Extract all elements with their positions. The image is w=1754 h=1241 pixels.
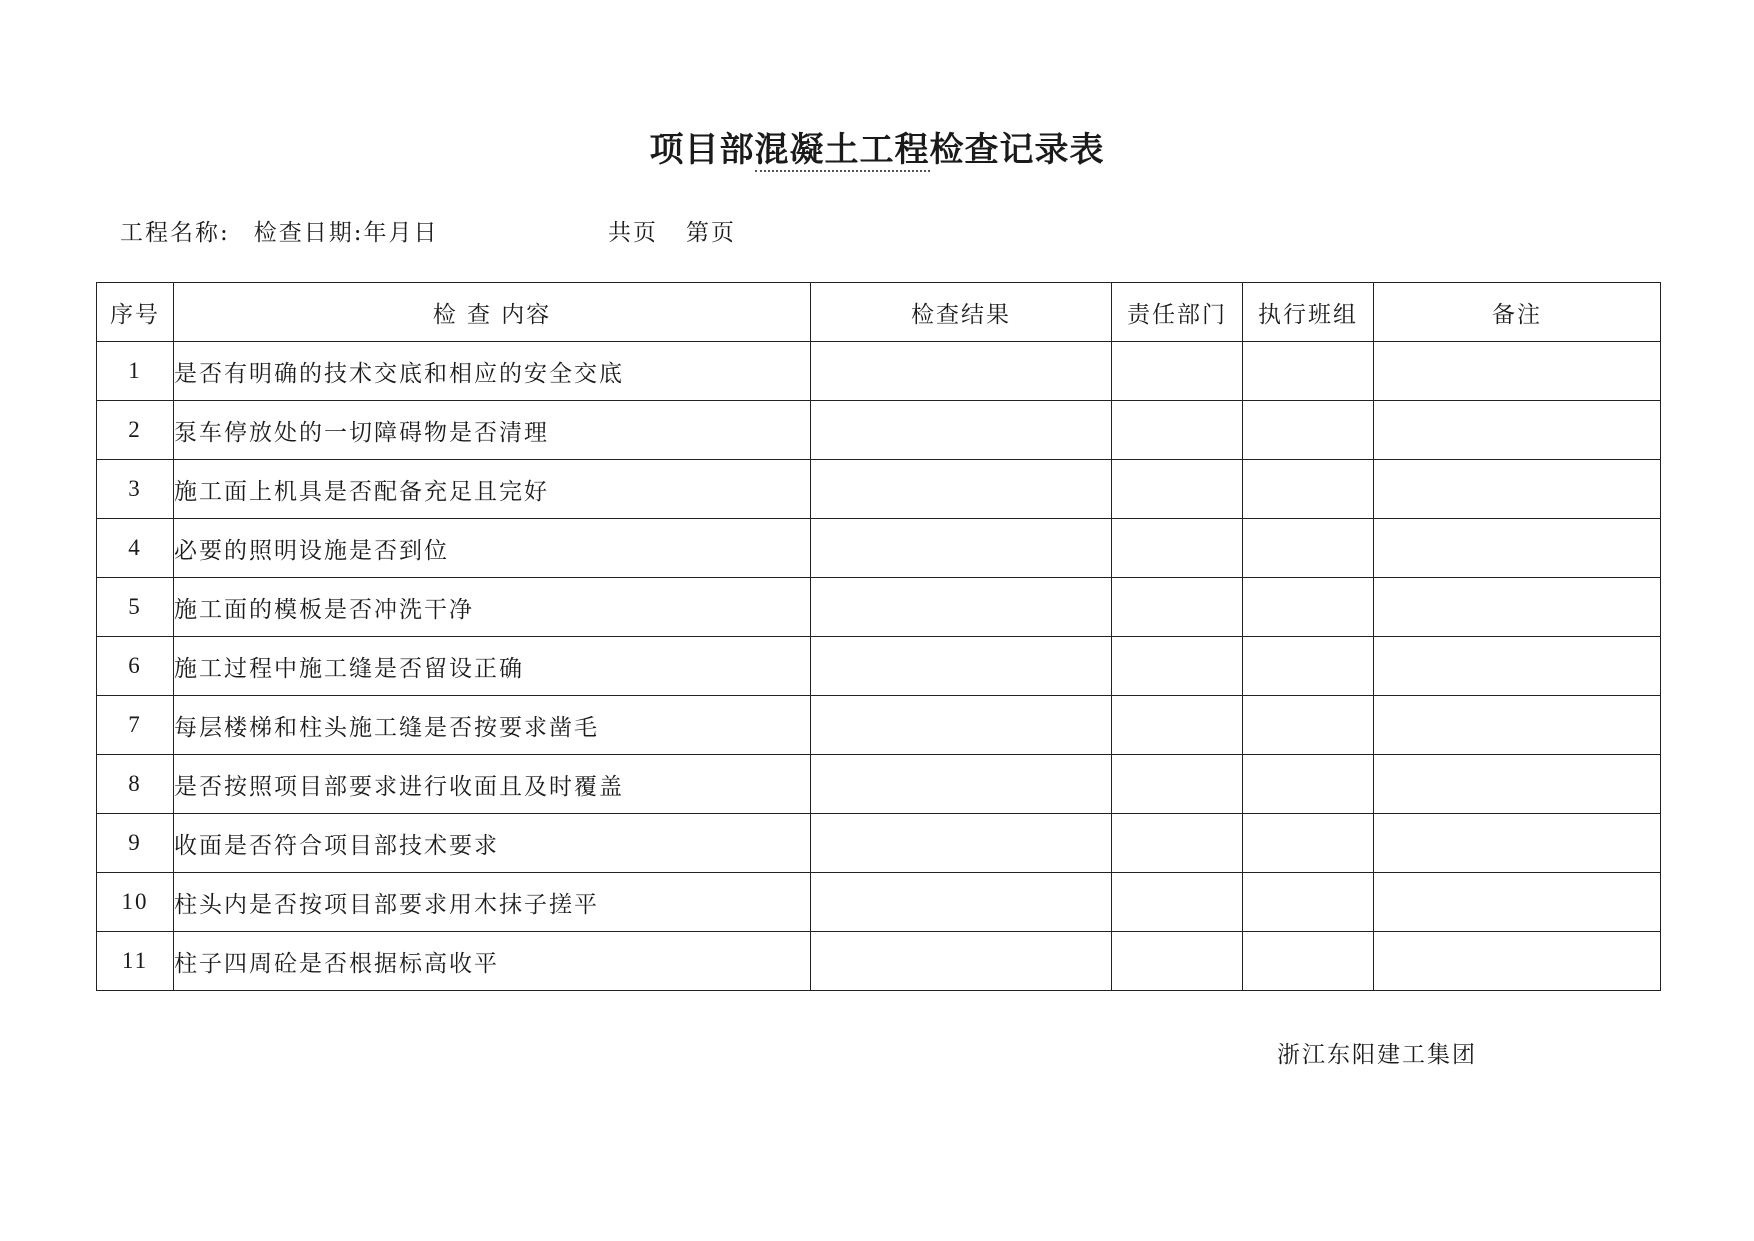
header-dept: 责任部门 [1112,283,1243,342]
project-name-label: 工程名称: [120,220,230,246]
team-cell[interactable] [1243,932,1374,991]
team-cell[interactable] [1243,460,1374,519]
dept-cell[interactable] [1112,637,1243,696]
dept-cell[interactable] [1112,873,1243,932]
row-content: 每层楼梯和柱头施工缝是否按要求凿毛 [174,696,811,755]
form-meta-left [120,218,439,248]
row-number: 5 [97,578,174,637]
row-number: 8 [97,755,174,814]
remark-cell[interactable] [1374,578,1661,637]
row-number: 11 [97,932,174,991]
remark-cell[interactable] [1374,873,1661,932]
table-row [97,401,1661,460]
remark-cell[interactable] [1374,755,1661,814]
title-part-1: 项目部 [649,130,755,170]
row-content: 是否有明确的技术交底和相应的安全交底 [174,342,811,401]
dept-cell[interactable] [1112,755,1243,814]
result-cell[interactable] [811,519,1112,578]
row-content: 收面是否符合项目部技术要求 [174,814,811,873]
row-content: 施工过程中施工缝是否留设正确 [174,637,811,696]
row-number: 1 [97,342,174,401]
team-cell[interactable] [1243,755,1374,814]
team-cell[interactable] [1243,873,1374,932]
row-number: 3 [97,460,174,519]
result-cell[interactable] [811,342,1112,401]
table-row [97,342,1661,401]
dept-cell[interactable] [1112,519,1243,578]
row-content: 施工面上机具是否配备充足且完好 [174,460,811,519]
dept-cell[interactable] [1112,696,1243,755]
header-result: 检查结果 [811,283,1112,342]
dept-cell[interactable] [1112,342,1243,401]
inspection-table [96,282,1661,991]
row-content: 柱子四周砼是否根据标高收平 [174,932,811,991]
header-team: 执行班组 [1243,283,1374,342]
team-cell[interactable] [1243,814,1374,873]
check-date-units: 年月日 [363,220,439,246]
result-cell[interactable] [811,696,1112,755]
result-cell[interactable] [811,578,1112,637]
row-number: 9 [97,814,174,873]
header-content: 检 查 内容 [174,283,811,342]
remark-cell[interactable] [1374,342,1661,401]
remark-cell[interactable] [1374,637,1661,696]
dept-cell[interactable] [1112,932,1243,991]
row-number: 10 [97,873,174,932]
team-cell[interactable] [1243,696,1374,755]
dept-cell[interactable] [1112,814,1243,873]
row-number: 2 [97,401,174,460]
table-row [97,578,1661,637]
result-cell[interactable] [811,401,1112,460]
team-cell[interactable] [1243,342,1374,401]
table-row [97,696,1661,755]
remark-cell[interactable] [1374,814,1661,873]
table-row [97,460,1661,519]
result-cell[interactable] [811,814,1112,873]
table-header-row [97,283,1661,342]
table-row [97,814,1661,873]
form-meta-right [608,218,736,248]
table-row [97,873,1661,932]
team-cell[interactable] [1243,578,1374,637]
header-no: 序号 [97,283,174,342]
dept-cell[interactable] [1112,460,1243,519]
row-content: 是否按照项目部要求进行收面且及时覆盖 [174,755,811,814]
row-content: 泵车停放处的一切障碍物是否清理 [174,401,811,460]
result-cell[interactable] [811,932,1112,991]
page-title [0,128,1754,172]
title-part-2: 混凝土工程 [754,130,930,170]
dept-cell[interactable] [1112,578,1243,637]
total-pages-label: 共页 [608,220,658,246]
header-remark: 备注 [1374,283,1661,342]
team-cell[interactable] [1243,519,1374,578]
table-row [97,637,1661,696]
row-content: 必要的照明设施是否到位 [174,519,811,578]
row-number: 6 [97,637,174,696]
page-number-label: 第页 [686,220,736,246]
remark-cell[interactable] [1374,460,1661,519]
row-content: 施工面的模板是否冲洗干净 [174,578,811,637]
row-number: 4 [97,519,174,578]
row-content: 柱头内是否按项目部要求用木抹子搓平 [174,873,811,932]
table-row [97,519,1661,578]
result-cell[interactable] [811,755,1112,814]
dept-cell[interactable] [1112,401,1243,460]
team-cell[interactable] [1243,637,1374,696]
result-cell[interactable] [811,873,1112,932]
table-row [97,932,1661,991]
result-cell[interactable] [811,637,1112,696]
remark-cell[interactable] [1374,519,1661,578]
row-number: 7 [97,696,174,755]
check-date-label: 检查日期: [253,220,364,246]
remark-cell[interactable] [1374,401,1661,460]
result-cell[interactable] [811,460,1112,519]
team-cell[interactable] [1243,401,1374,460]
title-part-3: 检查记录表 [929,130,1105,170]
remark-cell[interactable] [1374,696,1661,755]
company-footer: 浙江东阳建工集团 [1277,1042,1477,1068]
table-row [97,755,1661,814]
remark-cell[interactable] [1374,932,1661,991]
